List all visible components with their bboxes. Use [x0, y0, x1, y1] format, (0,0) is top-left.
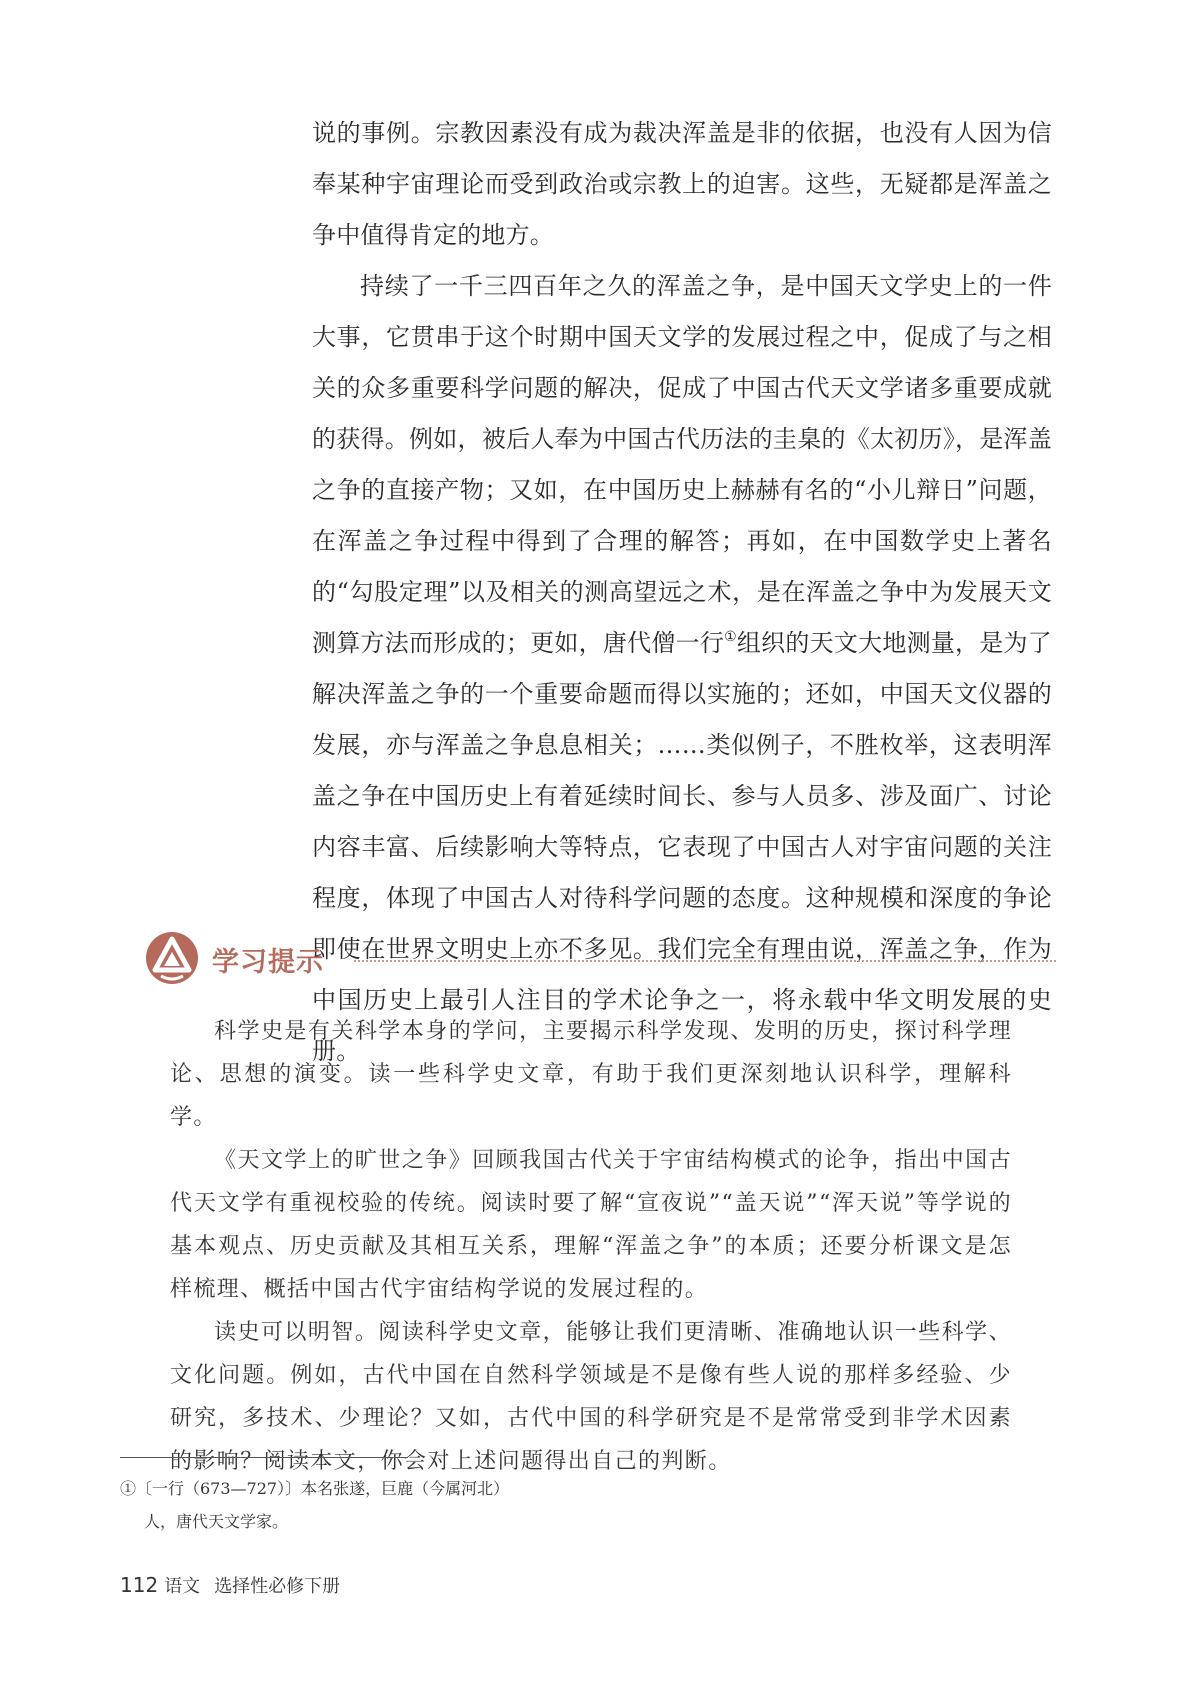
footnote-reference[interactable]: ①: [724, 629, 737, 645]
page-footer: [120, 1572, 340, 1598]
tips-paragraph-1: 科学史是有关科学本身的学问，主要揭示科学发现、发明的历史，探讨科学理论、思想的演变。读一些科学史文章，有助于我们更深刻地认识科学，理解科学。: [170, 1019, 1012, 1130]
footnote-line-2: 人，唐代天文学家。: [144, 1512, 289, 1531]
footnote-line-1: ①〔一行（673—727）〕本名张遂，巨鹿（今属河北）: [120, 1479, 510, 1498]
dotted-divider: [354, 960, 1056, 962]
tips-paragraph-3: 读史可以明智。阅读科学史文章，能够让我们更清晰、准确地认识一些科学、文化问题。例如，古代中国在自然科学领域是不是像有些人说的那样多经验、少研究，多技术、少理论？又如，古代中国的科学研究是不是常常受到非学术因素的影响？阅读本文，你会对上述问题得出自己的判断。: [170, 1320, 1012, 1474]
footnote-rule: [120, 1457, 408, 1458]
study-tips-body: [170, 1010, 1012, 1483]
subject-label: 语文: [164, 1576, 201, 1597]
paragraph-2-part-2: 组织的天文大地测量，是为了解决浑盖之争的一个重要命题而得以实施的；还如，中国天文仪器的发展，亦与浑盖之争息息相关；……类似例子，不胜枚举，这表明浑盖之争在中国历史上有着延续时间长、参与人员多、涉及面广、讨论内容丰富、后续影响大等特点，它表现了中国古人对宇宙问题的关注程度，体现了中国古人对待科学问题的态度。这种规模和深度的争论即使在世界文明史上亦不多见。我们完全有理由说，浑盖之争，作为中国历史上最引人注目的学术论争之一，将永载中华文明发展的史册。: [312, 629, 1052, 1065]
tips-paragraph-2: 《天文学上的旷世之争》回顾我国古代关于宇宙结构模式的论争，指出中国古代天文学有重视校验的传统。阅读时要了解“宣夜说”“盖天说”“浑天说”等学说的基本观点、历史贡献及其相互关系，理解“浑盖之争”的本质；还要分析课文是怎样梳理、概括中国古代宇宙结构学说的发展过程的。: [170, 1148, 1012, 1302]
paragraph-1: 说的事例。宗教因素没有成为裁决浑盖是非的依据，也没有人因为信奉某种宇宙理论而受到政治或宗教上的迫害。这些，无疑都是浑盖之争中值得肯定的地方。: [312, 119, 1052, 249]
book-title: 选择性必修下册: [214, 1576, 341, 1597]
page-number: 112: [120, 1573, 159, 1597]
paragraph-2-part-1: 持续了一千三四百年之久的浑盖之争，是中国天文学史上的一件大事，它贯串于这个时期中国天文学的发展过程之中，促成了与之相关的众多重要科学问题的解决，促成了中国古代天文学诸多重要成就的获得。例如，被后人奉为中国古代历法的圭臬的《太初历》，是浑盖之争的直接产物；又如，在中国历史上赫赫有名的“小儿辩日”问题，在浑盖之争过程中得到了合理的解答；再如，在中国数学史上著名的“勾股定理”以及相关的测高望远之术，是在浑盖之争中为发展天文测算方法而形成的；更如，唐代僧一行: [312, 272, 1052, 657]
study-tips-logo-icon: [144, 930, 200, 986]
study-tips-title: 学习提示: [212, 947, 324, 978]
footnote: [120, 1472, 560, 1538]
study-tips-header: [144, 930, 1056, 986]
